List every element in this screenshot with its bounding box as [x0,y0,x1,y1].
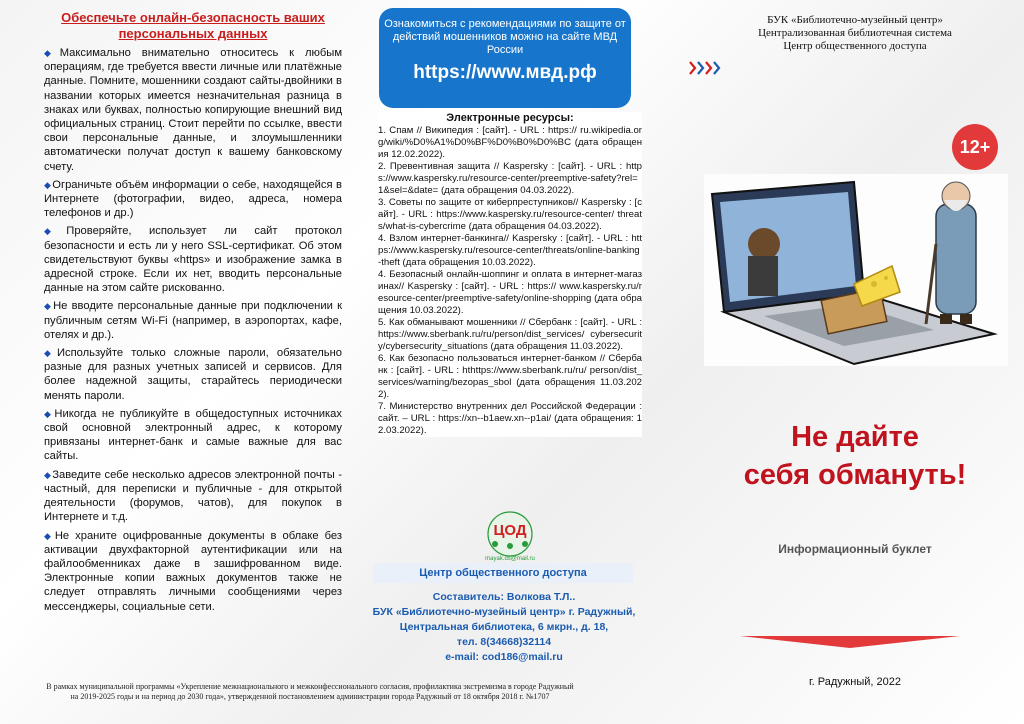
logo-email: mayak.ds@mail.ru [485,556,535,562]
logo-text: ЦОД [493,522,527,539]
email-line[interactable]: e-mail: cod186@mail.ru [445,651,563,663]
booklet-subtitle: Информационный буклет [778,542,932,556]
booklet-title [730,418,980,494]
resource-item[interactable]: 6. Как безопасно пользоваться интернет-банком // Сбербанк : [сайт]. - URL : hthttps://www.sberbank.ru/ru/ person/dist_services/warning/bezopas_sbol (дата обращения 11.03.2022). [378,353,642,400]
title-line-1: Не дайте [791,421,919,453]
diamond-bullet-icon: ◆ [44,301,53,312]
diamond-bullet-icon: ◆ [44,408,54,419]
age-rating-badge: 12+ [952,124,998,170]
resources-list [378,125,642,437]
mvd-banner [379,8,631,108]
phone-line: тел. 8(34668)32114 [456,636,552,648]
tip-item [44,468,342,525]
tip-item [44,178,342,221]
heading-line-1: Обеспечьте онлайн-безопасность ваших [61,10,325,25]
org-line-2: Центральная библиотека, 6 мкрн., д. 18, [399,621,609,633]
arrows-icon [688,58,722,78]
diamond-bullet-icon: ◆ [44,179,52,190]
left-panel [0,0,356,724]
tip-text: Не вводите персональные данные при подключении к публичным сетям Wi-Fi (например, в аэропортах, кафе, отелях и др.). [44,300,342,341]
org-system: Централизованная библиотечная система [758,27,952,39]
resource-item[interactable]: 4. Безопасный онлайн-шоппинг и оплата в интернет-магазинах// Kaspersky : [сайт]. - URL : https:// www.kaspersky.ru/resource-center/preemptive-safety/online-shopping (дата обращения 10.03.2022). [378,269,642,316]
tip-text: Используйте только сложные пароли, обязательно разные для разных учетных записей и сервисов. Для более надежной защиты, старайтесь периодически менять пароли. [44,347,343,402]
diamond-bullet-icon: ◆ [44,348,56,359]
diamond-bullet-icon: ◆ [44,530,54,541]
tip-item [44,46,342,174]
red-swoosh [740,630,960,650]
diamond-bullet-icon: ◆ [44,48,59,58]
org-center: Центр общественного доступа [783,40,927,52]
tip-text: Максимально внимательно относитесь к любым операциям, где требуется ввести личные или платёжные данные. Помните, мошенники создают сайты-двойники в названии которых имеется незначительная разница в знаках или буквах, полностью копирующие внешний вид официальных страниц. Стоит перейти по ссылке, ввести свои персональные данные, и злоумышленники автоматически получат доступ к вашему банковскому счету. [44,47,343,173]
org-line-1: БУК «Библиотечно-музейный центр» г. Радужный, [372,606,636,618]
tip-item [44,407,342,464]
tip-text: Заведите себе несколько адресов электронной почты - частный, для переписки и публичные - для открытой деятельности (форумов, чатов), для покупок в Интернете и т.д. [44,468,342,524]
mvd-link[interactable]: https://www.мвд.рф [413,62,597,83]
tip-text: Не храните оцифрованные документы в облаке без активации двухфакторной аутентификации или на файлообменниках даже в зашифрованном виде. Электронные копии важных документов также не следует отправлять личными сообщениями через мессенджеры, социальные сети. [44,529,342,613]
cod-logo [460,510,560,562]
organization-header [720,14,990,53]
author-line: Составитель: Волкова Т.Л.. [432,591,576,603]
org-name: БУК «Библиотечно-музейный центр» [767,14,943,26]
fraud-illustration [704,174,1008,366]
program-footnote [10,682,610,702]
resource-item[interactable]: 5. Как обманывают мошенники // Сбербанк : [сайт]. - URL : https://www.sberbank.ru/ru/person/dist_services/ cybersecurity/cybersecurity_situations (дата обращения 11.03.2022). [378,317,642,352]
tip-text: Ограничьте объём информации о себе, находящейся в Интернете (фотографии, видео, адреса, номера телефонов и др.) [44,178,342,220]
resource-item[interactable]: 1. Спам // Википедия : [сайт]. - URL : https:// ru.wikipedia.org/wiki/%D0%A1%D0%BF%D0%B0%D0%BC (дата обращения 12.02.2022). [378,125,642,160]
tip-text: Никогда не публикуйте в общедоступных источниках свой основной электронный адрес, к которому привязаны интернет-банк и самые важные для вас сайты. [44,407,342,463]
resource-item[interactable]: 2. Превентивная защита // Kaspersky : [сайт]. - URL : https://www.kaspersky.ru/resource-center/preemptive-safety?rel=1&sel=&date= (дата обращения 04.03.2022). [378,161,642,196]
mvd-text: Ознакомиться с рекомендациями по защите от действий мошенников можно на сайте МВД России [384,18,626,56]
contacts-block [372,590,636,665]
safety-heading [44,10,342,42]
resources-title: Электронные ресурсы: [446,112,574,124]
city-year: г. Радужный, 2022 [809,676,901,688]
diamond-bullet-icon: ◆ [44,469,52,480]
old-man-figure [936,204,976,314]
tip-item [44,224,342,295]
diamond-bullet-icon: ◆ [44,226,66,237]
tip-text: Проверяйте, использует ли сайт протокол безопасности и есть ли у него SSL-сертификат. Об этом свидетельствуют буквы «https» и изображение замка в адресной строке. Если их нет, вводить персональные данные на этом сайте рискованно. [44,225,343,295]
resource-item[interactable]: 3. Советы по защите от киберпреступников// Kaspersky : [сайт]. - URL : https://www.kaspersky.ru/resource-center/ threats/what-is-cybercrime (дата обращения 04.03.2022). [378,197,642,232]
heading-line-2: персональных данных [118,26,268,41]
center-label: Центр общественного доступа [373,563,633,583]
footnote-line-2: на 2019-2025 годы и на период до 2030 года», утвержденной постановлением администрации города Радужный от 18 октября 2018 г. №1707 [70,692,550,701]
resource-item[interactable]: 7. Министерство внутренних дел Российской Федерации : сайт. – URL : https://xn--b1aew.xn--p1ai/ (дата обращения: 12.03.2022). [378,401,642,436]
footnote-line-1: В рамках муниципальной программы «Укрепление межнационального и межконфессионального согласия, профилактика экстремизма в городе Радужный [46,682,574,691]
tips-list [44,46,342,614]
resource-item[interactable]: 4. Взлом интернет-банкинга// Kaspersky : [сайт]. - URL : https://www.kaspersky.ru/resource-center/threats/online-banking-theft (дата обращения 10.03.2022). [378,233,642,268]
tip-item [44,299,342,342]
tip-item [44,529,342,614]
tip-item [44,346,342,403]
title-line-2: себя обмануть! [743,459,967,491]
resources-section [378,112,642,437]
